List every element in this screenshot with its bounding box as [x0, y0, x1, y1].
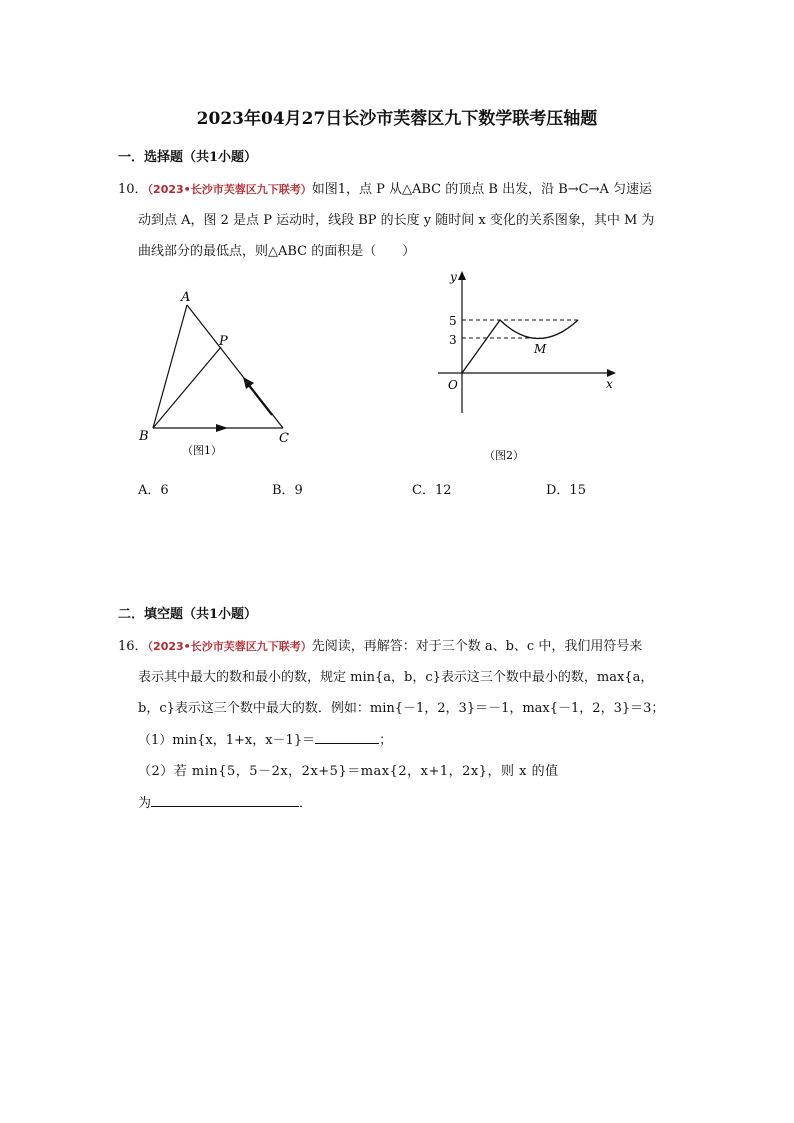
figure-1-triangle	[130, 280, 310, 465]
label-B: B	[139, 429, 149, 444]
section-heading-fill: 二．填空题（共1小题）	[118, 607, 258, 622]
q10-line3: 曲线部分的最低点，则△ABC 的面积是（ ）	[138, 244, 416, 259]
label-C: C	[279, 431, 289, 446]
fig1-caption: （图1）	[182, 444, 222, 457]
axis-label-y: y	[450, 270, 457, 284]
q16-part2-end: ．	[299, 796, 313, 811]
q16-line3: b，c}表示这三个数中最大的数．例如：min{－1，2，3}＝－1，max{－1，2，3}＝3；	[138, 701, 665, 716]
arrow-C-to-A-shaft	[247, 383, 272, 415]
q10-line2: 动到点 A，图 2 是点 P 运动时，线段 BP 的长度 y 随时间 x 变化的关系图象，其中 M 为	[138, 213, 655, 228]
answer-blank-2[interactable]	[151, 794, 299, 807]
tick-label-3: 3	[449, 333, 457, 347]
q10-source-tag: （2023•长沙市芙蓉区九下联考）	[147, 183, 312, 196]
q16-part1	[138, 729, 392, 748]
q10-text-1: 如图1，点 P 从△ABC 的顶点 B 出发，沿 B→C→A 匀速运	[311, 182, 653, 197]
section-heading-choice: 一．选择题（共1小题）	[118, 150, 258, 165]
y-axis-arrow-icon	[458, 271, 466, 280]
q16-line1	[118, 635, 642, 654]
point-label-M: M	[534, 342, 547, 356]
graph-curve-segment	[500, 320, 578, 339]
arrow-C-to-A-icon	[243, 377, 254, 389]
q16-part1-end: ；	[379, 733, 393, 748]
label-P: P	[219, 334, 228, 349]
option-d[interactable]: D．15	[546, 483, 586, 498]
q16-text-1: 先阅读，再解答：对于三个数 a、b、c 中，我们用符号来	[311, 639, 643, 654]
segment-BP	[153, 347, 221, 428]
q16-part2: （2）若 min{5，5－2x，2x+5}＝max{2，x+1，2x}，则 x 的值	[138, 764, 559, 779]
page-title: 2023年04月27日长沙市芙蓉区九下数学联考压轴题	[196, 109, 598, 129]
option-c[interactable]: C．12	[412, 483, 452, 498]
q16-part2-b-text: 为	[138, 796, 152, 811]
axis-label-x: x	[606, 377, 613, 391]
q16-number: 16．	[118, 639, 148, 654]
graph-line-segment	[462, 320, 500, 373]
q16-part1-text: （1）min{x，1+x，x－1}＝	[138, 733, 316, 748]
tick-label-5: 5	[449, 314, 457, 328]
q10-number: 10．	[118, 182, 148, 197]
label-A: A	[181, 290, 191, 305]
x-axis-arrow-icon	[607, 369, 616, 377]
figure-2-graph	[430, 265, 630, 465]
option-b[interactable]: B．9	[272, 483, 303, 498]
arrow-B-to-C-icon	[216, 424, 228, 432]
q10-line1	[118, 178, 652, 197]
answer-blank-1[interactable]	[315, 731, 379, 744]
q16-part2-b	[138, 792, 312, 811]
origin-label: O	[448, 378, 458, 392]
q16-line2: 表示其中最大的数和最小的数，规定 min{a，b，c}表示这三个数中最小的数，max{a，	[138, 670, 654, 685]
q16-source-tag: （2023•长沙市芙蓉区九下联考）	[147, 640, 312, 653]
option-a[interactable]: A．6	[138, 483, 169, 498]
fig2-caption: （图2）	[484, 449, 524, 462]
edge-AB	[153, 305, 187, 428]
